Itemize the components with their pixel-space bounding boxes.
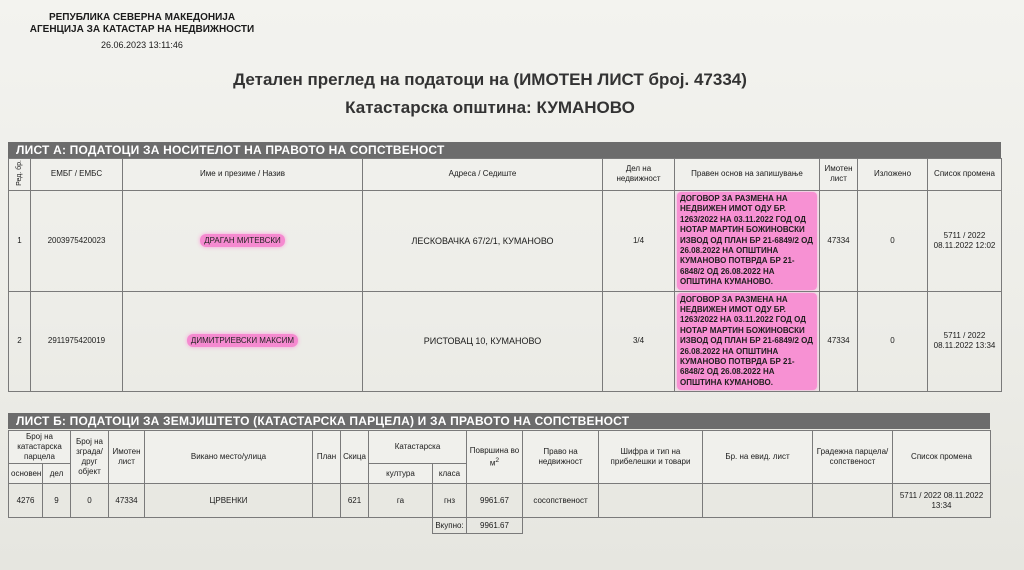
col-culture: култура — [369, 464, 433, 484]
highlighted-name: ДРАГАН МИТЕВСКИ — [200, 234, 285, 247]
col-sketch: Скица — [341, 431, 369, 484]
document-title: Детален преглед на податоци на (ИМОТЕН ЛИСТ број. 47334) — [233, 70, 747, 89]
table-row — [9, 190, 1002, 291]
col-cadastral: Катастарска — [369, 431, 467, 464]
col-building-parcel: Градежна парцела/сопственост — [813, 431, 893, 484]
area: 9961.67 — [467, 484, 523, 518]
col-name: Име и презиме / Назив — [123, 159, 363, 191]
col-plan: План — [313, 431, 341, 484]
col-building: Број на зграда/ друг објект — [71, 431, 109, 484]
ownership-share: 1/4 — [603, 190, 675, 291]
col-right: Право на недвижност — [523, 431, 599, 484]
class: гнз — [433, 484, 467, 518]
sheet-a-header-row — [9, 159, 1002, 191]
col-changes: Список промена — [928, 159, 1002, 191]
row-number: 2 — [9, 291, 31, 392]
header-datetime: 26.06.2023 13:11:46 — [101, 40, 183, 50]
change-list: 5711 / 2022 08.11.2022 12:02 — [928, 190, 1002, 291]
sheet-b-table — [8, 430, 991, 534]
col-legal-basis: Правен основ на запишување — [675, 159, 820, 191]
legal-basis — [675, 291, 820, 392]
sheet-b-header-row — [9, 431, 991, 464]
codes — [599, 484, 703, 518]
building-no: 0 — [71, 484, 109, 518]
place-name: ЦРВЕНКИ — [145, 484, 313, 518]
table-row — [9, 484, 991, 518]
col-main: основен — [9, 464, 43, 484]
property-sheet: 47334 — [820, 291, 858, 392]
col-property-sheet: Имотен лист — [109, 431, 145, 484]
col-class: класа — [433, 464, 467, 484]
total-value: 9961.67 — [467, 518, 523, 534]
total-row — [9, 518, 991, 534]
exposed: 0 — [858, 190, 928, 291]
owner-id: 2911975420019 — [31, 291, 123, 392]
cadastral-municipality: Катастарска општина: КУМАНОВО — [345, 98, 635, 117]
col-property-sheet: Имотен лист — [820, 159, 858, 191]
owner-id: 2003975420023 — [31, 190, 123, 291]
col-exposed: Изложено — [858, 159, 928, 191]
table-row — [9, 291, 1002, 392]
change-list: 5711 / 2022 08.11.2022 13:34 — [893, 484, 991, 518]
highlighted-basis: ДОГОВОР ЗА РАЗМЕНА НА НЕДВИЖЕН ИМОТ ОДУ БР. 1263/2022 НА 03.11.2022 ГОД ОД НОТАР МАРТИН БОЖИНОВСКИ ИЗВОД ОД ПЛАН БР 21-6849/2 ОД 26.08.2022 НА ОПШТИНА КУМАНОВО ПОТВРДА БР 21-6848/2 ОД 26.08.2022 НА ОПШТИНА КУМАНОВО. — [677, 293, 817, 391]
property-sheet: 47334 — [820, 190, 858, 291]
col-parcel-no: Број на катастарска парцела — [9, 431, 71, 464]
col-row-no: Ред. бр. — [9, 159, 31, 191]
row-number: 1 — [9, 190, 31, 291]
record-no — [703, 484, 813, 518]
col-area: Површина во $м^2$ — [467, 431, 523, 484]
change-list: 5711 / 2022 08.11.2022 13:34 — [928, 291, 1002, 392]
sheet-a-heading: ЛИСТ А: ПОДАТОЦИ ЗА НОСИТЕЛОТ НА ПРАВОТО НА СОПСТВЕНОСТ — [8, 142, 1001, 158]
highlighted-name: ДИМИТРИЕВСКИ МАКСИМ — [187, 334, 298, 347]
exposed: 0 — [858, 291, 928, 392]
ownership-share: 3/4 — [603, 291, 675, 392]
legal-basis — [675, 190, 820, 291]
header-country: РЕПУБЛИКА СЕВЕРНА МАКЕДОНИЈА — [48, 12, 236, 23]
sketch: 621 — [341, 484, 369, 518]
owner-address: ЛЕСКОВАЧКА 67/2/1, КУМАНОВО — [363, 190, 603, 291]
culture: га — [369, 484, 433, 518]
col-codes: Шифра и тип на прибелешки и товари — [599, 431, 703, 484]
owner-name — [123, 190, 363, 291]
col-changes: Список промена — [893, 431, 991, 484]
col-record-no: Бр. на евид. лист — [703, 431, 813, 484]
col-place: Викано место/улица — [145, 431, 313, 484]
building-parcel — [813, 484, 893, 518]
agency-header — [22, 12, 262, 51]
total-label: Вкупно: — [433, 518, 467, 534]
sheet-a-table — [8, 158, 1002, 392]
col-address: Адреса / Седиште — [363, 159, 603, 191]
col-part: дел — [43, 464, 71, 484]
property-sheet: 47334 — [109, 484, 145, 518]
parcel-part: 9 — [43, 484, 71, 518]
right: сосопственост — [523, 484, 599, 518]
col-embg: ЕМБГ / ЕМБС — [31, 159, 123, 191]
col-share: Дел на недвижност — [603, 159, 675, 191]
header-agency: АГЕНЦИЈА ЗА КАТАСТАР НА НЕДВИЖНОСТИ — [29, 24, 255, 35]
owner-name — [123, 291, 363, 392]
parcel-main: 4276 — [9, 484, 43, 518]
plan — [313, 484, 341, 518]
sheet-b-heading: ЛИСТ Б: ПОДАТОЦИ ЗА ЗЕМЈИШТЕТО (КАТАСТАРСКА ПАРЦЕЛА) И ЗА ПРАВОТО НА СОПСТВЕНОСТ — [8, 413, 990, 429]
highlighted-basis: ДОГОВОР ЗА РАЗМЕНА НА НЕДВИЖЕН ИМОТ ОДУ БР. 1263/2022 НА 03.11.2022 ГОД ОД НОТАР МАРТИН БОЖИНОВСКИ ИЗВОД ОД ПЛАН БР 21-6849/2 ОД 26.08.2022 НА ОПШТИНА КУМАНОВО ПОТВРДА БР 21-6848/2 ОД 26.08.2022 НА ОПШТИНА КУМАНОВО. — [677, 192, 817, 290]
owner-address: РИСТОВАЦ 10, КУМАНОВО — [363, 291, 603, 392]
